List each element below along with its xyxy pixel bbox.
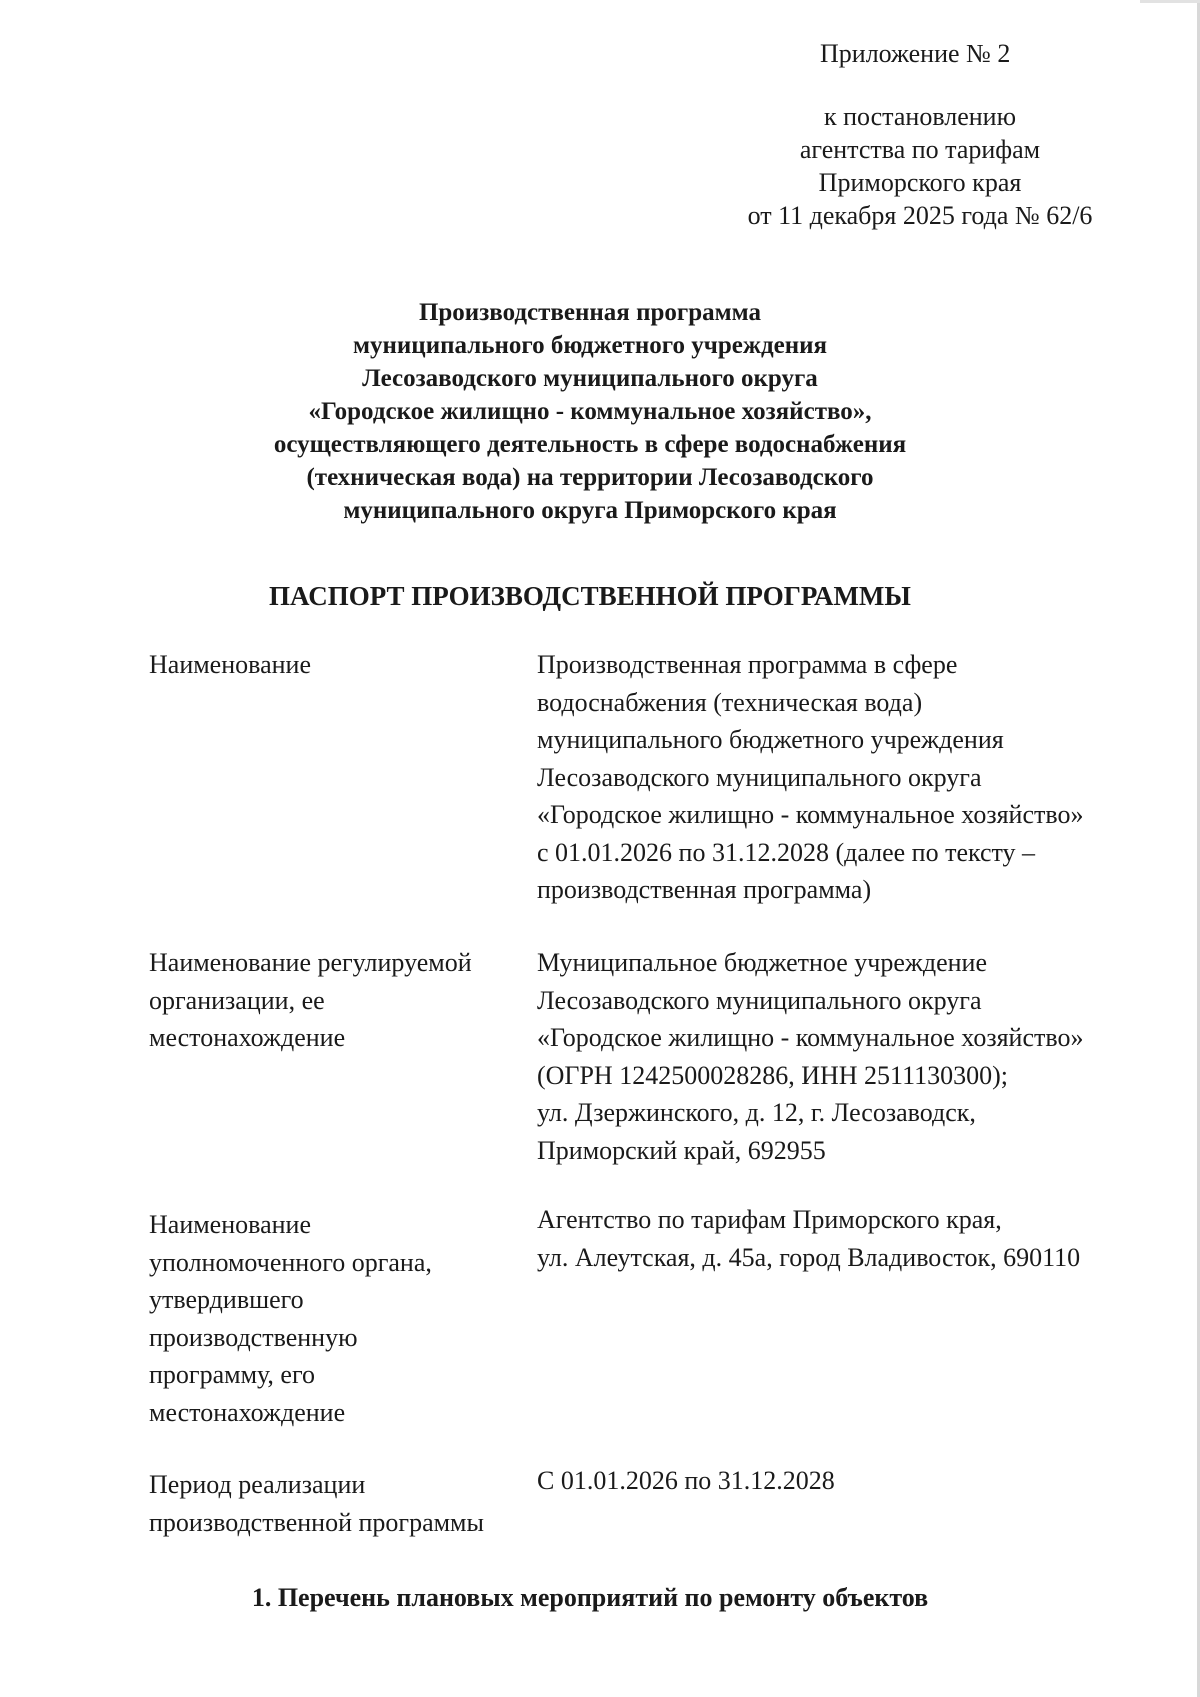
value-line: (ОГРН 1242500028286, ИНН 2511130300); bbox=[537, 1060, 1008, 1090]
resolution-line: к постановлению bbox=[823, 102, 1017, 131]
value-line: муниципального бюджетного учреждения bbox=[537, 725, 1004, 754]
label-line: организации, ее bbox=[149, 985, 325, 1015]
label-line: уполномоченного органа, bbox=[149, 1247, 432, 1277]
value-line: «Городское жилищно - коммунальное хозяйство» bbox=[537, 1023, 1084, 1052]
label-line: местонахождение bbox=[149, 1397, 346, 1427]
passport-row-period-label bbox=[149, 1466, 519, 1541]
resolution-reference bbox=[700, 100, 1140, 232]
label-line: производственную bbox=[149, 1322, 358, 1352]
page-edge-mark bbox=[1140, 0, 1200, 3]
value-line: С 01.01.2026 по 31.12.2028 bbox=[537, 1466, 835, 1495]
passport-heading: ПАСПОРТ ПРОИЗВОДСТВЕННОЙ ПРОГРАММЫ bbox=[269, 581, 911, 611]
value-line: «Городское жилищно - коммунальное хозяйство» bbox=[537, 800, 1084, 829]
label-line: Наименование bbox=[149, 1210, 311, 1239]
document-title bbox=[150, 296, 1030, 527]
value-line: Производственная программа в сфере bbox=[537, 650, 958, 679]
label-line: производственной программы bbox=[149, 1507, 484, 1537]
title-line: осуществляющего деятельность в сфере водоснабжения bbox=[273, 431, 907, 458]
label-line: Период реализации bbox=[149, 1470, 366, 1499]
title-line: «Городское жилищно - коммунальное хозяйство», bbox=[308, 398, 872, 425]
value-line: Агентство по тарифам Приморского края, bbox=[537, 1205, 1002, 1234]
label-line: Наименование регулируемой bbox=[149, 948, 472, 977]
resolution-line: Приморского края bbox=[818, 168, 1022, 197]
title-line: Производственная программа bbox=[418, 299, 762, 326]
passport-row-authority-value bbox=[537, 1201, 1157, 1276]
label-line: Наименование bbox=[149, 650, 311, 679]
section-1-heading: 1. Перечень плановых мероприятий по ремонту объектов bbox=[251, 1583, 929, 1612]
label-line: программу, его bbox=[149, 1360, 315, 1389]
passport-row-name-value bbox=[537, 646, 1157, 909]
passport-row-authority-label bbox=[149, 1206, 519, 1431]
passport-row-period-value bbox=[537, 1462, 1157, 1500]
value-line: Лесозаводского муниципального округа bbox=[537, 762, 982, 792]
title-line: муниципального бюджетного учреждения bbox=[352, 332, 828, 359]
value-line: Лесозаводского муниципального округа bbox=[537, 985, 982, 1015]
title-line: Лесозаводского муниципального округа bbox=[362, 365, 818, 392]
title-line: (техническая вода) на территории Лесозаводского bbox=[306, 464, 874, 491]
value-line: Приморский край, 692955 bbox=[537, 1135, 826, 1165]
passport-row-organization-label bbox=[149, 944, 519, 1057]
value-line: Муниципальное бюджетное учреждение bbox=[537, 948, 987, 977]
value-line: с 01.01.2026 по 31.12.2028 (далее по тексту – bbox=[537, 837, 1036, 867]
passport-row-name-label bbox=[149, 646, 519, 684]
value-line: производственная программа) bbox=[537, 875, 872, 904]
title-line: муниципального округа Приморского края bbox=[343, 497, 837, 524]
label-line: местонахождение bbox=[149, 1023, 346, 1052]
passport-row-organization-value bbox=[537, 944, 1157, 1169]
resolution-line: агентства по тарифам bbox=[799, 135, 1041, 164]
resolution-line: от 11 декабря 2025 года № 62/6 bbox=[747, 201, 1093, 230]
value-line: водоснабжения (техническая вода) bbox=[537, 687, 923, 717]
label-line: утвердившего bbox=[149, 1285, 304, 1314]
annex-number: Приложение № 2 bbox=[820, 39, 1011, 68]
value-line: ул. Дзержинского, д. 12, г. Лесозаводск, bbox=[537, 1098, 976, 1127]
value-line: ул. Алеутская, д. 45а, город Владивосток, 690110 bbox=[537, 1242, 1081, 1272]
